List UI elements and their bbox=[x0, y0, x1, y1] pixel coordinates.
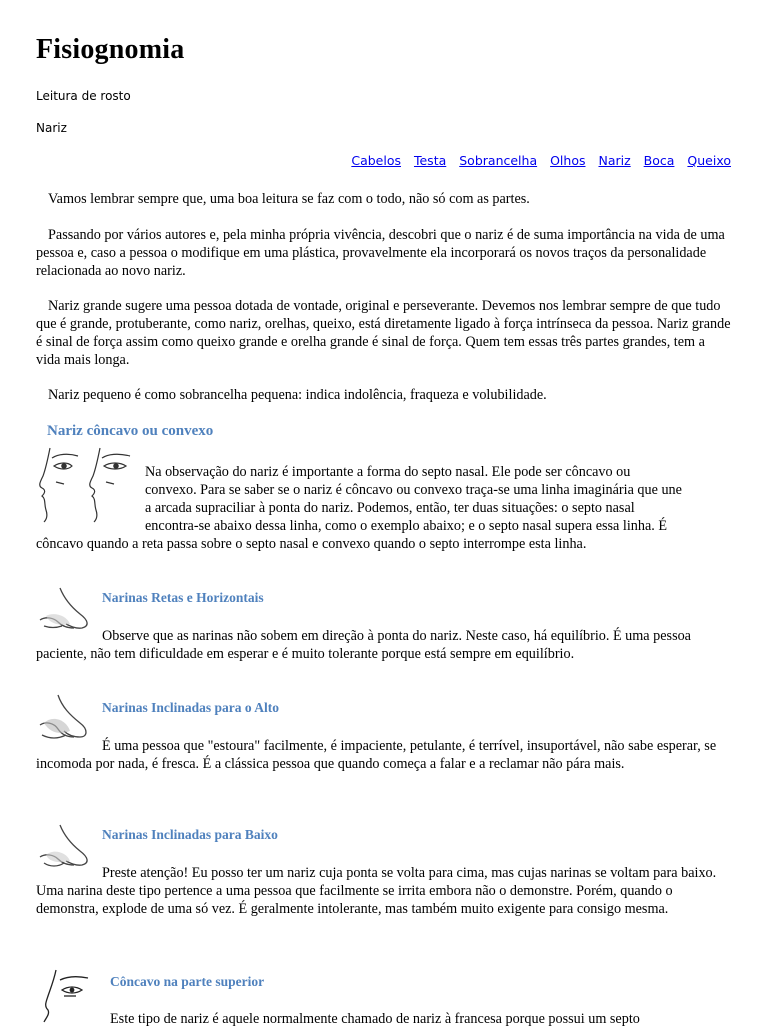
nav-link-nariz[interactable]: Nariz bbox=[598, 153, 631, 168]
page-title: Fisiognomia bbox=[36, 34, 185, 65]
nav-link-testa[interactable]: Testa bbox=[413, 153, 447, 168]
nav-link-boca[interactable]: Boca bbox=[643, 153, 675, 168]
paragraph-big-nose: Nariz grande sugere uma pessoa dotada de vontade, original e perseverante. Devemos nos lembrar sempre de que tudo que é grande, protuberante, como nariz, orelhas, queixo, está diretamente ligado à força intrínseca da pessoa. Nariz grande é sinal de força assim como queixo grande e orelha grande é sinal de força. Quem tem essas três partes grandes, tem a vida mais longa. bbox=[36, 298, 731, 368]
subtitle: Leitura de rosto bbox=[36, 89, 131, 103]
nav-link-cabelos[interactable]: Cabelos bbox=[351, 153, 401, 168]
paragraph-small-nose: Nariz pequeno é como sobrancelha pequena: indica indolência, fraqueza e volubilidade. bbox=[48, 387, 547, 403]
straight-nostrils-text: Observe que as narinas não sobem em direção à ponta do nariz. Neste caso, há equilíbrio. É uma pessoa paciente, não tem dificuldade em esperar e é muito tolerante porque está sempre em equilíbrio. bbox=[36, 628, 691, 662]
concave-text-c: a arcada supraciliar à ponta do nariz. Podemos, então, ter duas situações: o septo nasal bbox=[145, 500, 635, 516]
nav-link-olhos[interactable]: Olhos bbox=[550, 153, 586, 168]
concave-text-d: encontra-se abaixo dessa linha, como o exemplo abaixo; e o septo nasal supera essa linha. É bbox=[145, 518, 668, 534]
concave-text-e: côncavo quando a reta passa sobre o septo nasal e convexo quando o septo interrompe esta linha. bbox=[36, 536, 587, 552]
downturned-nostrils-text: Preste atenção! Eu posso ter um nariz cuja ponta se volta para cima, mas cujas narinas se voltam para baixo. Uma narina deste tipo pertence a uma pessoa que facilmente se irrita embora não o demonstre. Porém, quando o demonstra, explode de uma só vez. É geralmente intolerante, mas também muito exigente para consigo mesma. bbox=[36, 865, 717, 917]
paragraph-intro: Vamos lembrar sempre que, uma boa leitura se faz com o todo, não só com as partes. bbox=[48, 191, 530, 207]
heading-concave-upper: Côncavo na parte superior bbox=[110, 974, 265, 989]
heading-downturned-nostrils: Narinas Inclinadas para Baixo bbox=[102, 827, 278, 842]
concave-text-a: Na observação do nariz é importante a forma do septo nasal. Ele pode ser côncavo ou bbox=[145, 464, 631, 480]
nav-link-queixo[interactable]: Queixo bbox=[687, 153, 731, 168]
upturned-nostrils-text: É uma pessoa que "estoura" facilmente, é impaciente, petulante, é terrível, insuportável, não sabe esperar, se incomoda por nada, é fresca. É a clássica pessoa que quando começa a falar e a reclamar não pára mais. bbox=[36, 738, 717, 772]
paragraph-plastic: Passando por vários autores e, pela minha própria vivência, descobri que o nariz é de suma importância na vida de uma pessoa e, caso a pessoa o modifique em uma plástica, provavelmente ela incorporará os novos traços da personalidade relacionada ao novo nariz. bbox=[36, 227, 725, 279]
profile-sketch-illustration bbox=[34, 444, 138, 524]
heading-straight-nostrils: Narinas Retas e Horizontais bbox=[102, 590, 264, 605]
heading-upturned-nostrils: Narinas Inclinadas para o Alto bbox=[102, 700, 280, 715]
section-label: Nariz bbox=[36, 121, 67, 135]
concave-upper-text: Este tipo de nariz é aquele normalmente chamado de nariz à francesa porque possui um septo bbox=[110, 1011, 640, 1027]
topic-nav bbox=[342, 153, 731, 168]
nav-link-sobrancelha[interactable]: Sobrancelha bbox=[459, 153, 538, 168]
heading-concave-convex: Nariz côncavo ou convexo bbox=[47, 423, 214, 439]
concave-text-b: convexo. Para se saber se o nariz é côncavo ou convexo traça-se uma linha imaginária que une bbox=[145, 482, 682, 498]
